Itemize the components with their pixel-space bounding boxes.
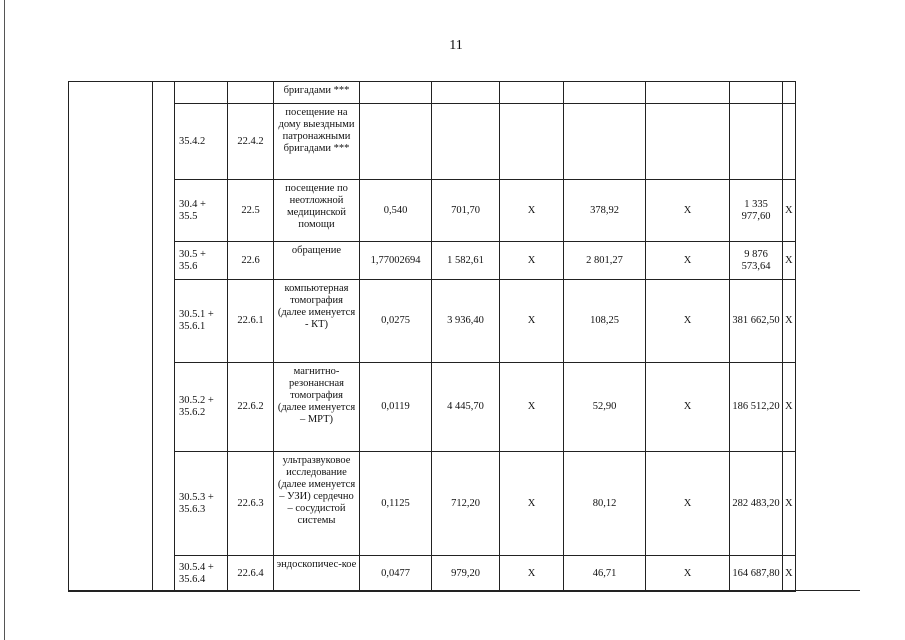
cell-name: ультразвуковое исследование (далее именуется – УЗИ) сердечно – сосудистой системы (274, 452, 360, 556)
cell-c4: 0,0275 (360, 280, 432, 363)
cell-c10 (783, 82, 796, 104)
cell-c7 (564, 104, 646, 180)
cell-c9: 381 662,50 (730, 280, 783, 363)
cell-c8: Х (646, 452, 730, 556)
cell-c2: 22.6.2 (228, 363, 274, 452)
cell-c9: 282 483,20 (730, 452, 783, 556)
cell-c8 (646, 104, 730, 180)
cell-c6: Х (500, 452, 564, 556)
cell-c6 (500, 104, 564, 180)
cell-c7: 108,25 (564, 280, 646, 363)
table-row (69, 82, 796, 104)
cell-c10: Х (783, 556, 796, 592)
table-row (69, 180, 796, 242)
merged-left-cell (69, 82, 153, 592)
cell-name: компьютерная томография (далее именуется - КТ) (274, 280, 360, 363)
page-left-border (4, 0, 5, 640)
cell-c5: 4 445,70 (432, 363, 500, 452)
table-row (69, 363, 796, 452)
table-row (69, 556, 796, 592)
cell-c5: 712,20 (432, 452, 500, 556)
merged-narrow-cell (153, 82, 175, 592)
cell-c5: 979,20 (432, 556, 500, 592)
cell-name: эндоскопичес-кое (274, 556, 360, 592)
cell-c8: Х (646, 363, 730, 452)
cell-c9 (730, 82, 783, 104)
cell-c8: Х (646, 180, 730, 242)
cell-c4: 0,540 (360, 180, 432, 242)
cell-c2: 22.6 (228, 242, 274, 280)
cell-c4: 1,77002694 (360, 242, 432, 280)
cell-c10: Х (783, 452, 796, 556)
cell-c1: 30.5.2 + 35.6.2 (175, 363, 228, 452)
cell-c2: 22.6.3 (228, 452, 274, 556)
table-row (69, 104, 796, 180)
cell-c4 (360, 82, 432, 104)
cell-c6: Х (500, 280, 564, 363)
cell-c1: 30.5.1 + 35.6.1 (175, 280, 228, 363)
cell-name: магнитно-резонансная томография (далее именуется – МРТ) (274, 363, 360, 452)
cell-c9 (730, 104, 783, 180)
cell-c10: Х (783, 180, 796, 242)
cell-name: посещение на дому выездными патронажными бригадами *** (274, 104, 360, 180)
cell-c7 (564, 82, 646, 104)
cell-c9: 1 335 977,60 (730, 180, 783, 242)
cell-c7: 46,71 (564, 556, 646, 592)
cell-c6: Х (500, 180, 564, 242)
cell-c10: Х (783, 363, 796, 452)
cell-c7: 2 801,27 (564, 242, 646, 280)
cell-c10: Х (783, 280, 796, 363)
cell-c5: 701,70 (432, 180, 500, 242)
page-number: 11 (449, 38, 463, 53)
cell-c9: 164 687,80 (730, 556, 783, 592)
cell-c4: 0,1125 (360, 452, 432, 556)
cell-c6: Х (500, 556, 564, 592)
cell-name: посещение по неотложной медицинской помощи (274, 180, 360, 242)
cell-c6 (500, 82, 564, 104)
cell-c2: 22.6.4 (228, 556, 274, 592)
cell-c8: Х (646, 556, 730, 592)
table-row (69, 452, 796, 556)
table-row (69, 280, 796, 363)
cell-c10: Х (783, 242, 796, 280)
cell-c8: Х (646, 242, 730, 280)
cell-c2 (228, 82, 274, 104)
cell-c6: Х (500, 363, 564, 452)
cell-c1: 35.4.2 (175, 104, 228, 180)
cell-name: бригадами *** (274, 82, 360, 104)
cell-c1: 30.4 + 35.5 (175, 180, 228, 242)
cell-c8 (646, 82, 730, 104)
cell-c8: Х (646, 280, 730, 363)
tariff-table (68, 81, 796, 592)
cell-c5: 1 582,61 (432, 242, 500, 280)
cell-c2: 22.4.2 (228, 104, 274, 180)
cell-c2: 22.5 (228, 180, 274, 242)
cell-c4: 0,0119 (360, 363, 432, 452)
cell-c7: 378,92 (564, 180, 646, 242)
cell-c5: 3 936,40 (432, 280, 500, 363)
cell-c5 (432, 104, 500, 180)
cell-c4 (360, 104, 432, 180)
cell-c1: 30.5.4 + 35.6.4 (175, 556, 228, 592)
cell-c1: 30.5 + 35.6 (175, 242, 228, 280)
cell-c9: 186 512,20 (730, 363, 783, 452)
cell-c10 (783, 104, 796, 180)
cell-c7: 80,12 (564, 452, 646, 556)
cell-c6: Х (500, 242, 564, 280)
cell-c9: 9 876 573,64 (730, 242, 783, 280)
cell-c7: 52,90 (564, 363, 646, 452)
table-row (69, 242, 796, 280)
cell-c1 (175, 82, 228, 104)
cell-name: обращение (274, 242, 360, 280)
cell-c5 (432, 82, 500, 104)
table-bottom-rule (68, 590, 860, 591)
cell-c1: 30.5.3 + 35.6.3 (175, 452, 228, 556)
cell-c2: 22.6.1 (228, 280, 274, 363)
cell-c4: 0,0477 (360, 556, 432, 592)
